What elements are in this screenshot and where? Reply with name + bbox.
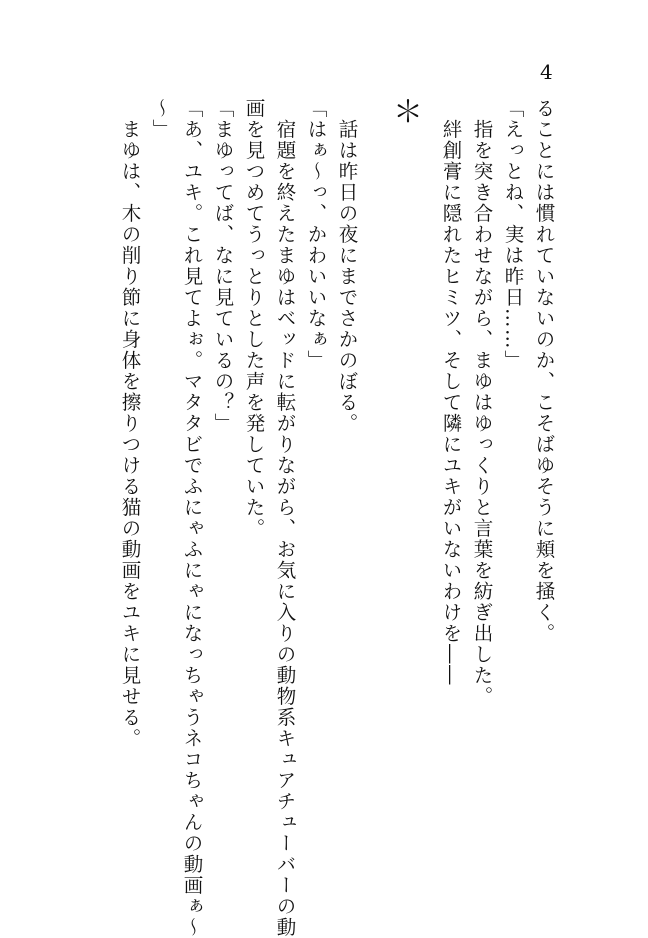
scene-break-asterisk: ＊ — [393, 95, 423, 130]
body-text-line: 画を見つめてうっとりとした声を発していた。 — [242, 98, 266, 539]
dialogue-line: 「えっとね、実は昨日……」 — [501, 98, 525, 371]
body-text-line: 宿題を終えたまゆはベッドに転がりながら、お気に入りの動物系キュアチューバーの動 — [273, 98, 297, 938]
dialogue-line: 〜」 — [149, 98, 173, 140]
body-text-line: 指を突き合わせながら、まゆはゆっくりと言葉を紡ぎ出した。 — [470, 98, 494, 707]
dialogue-line: 「はぁ〜っ、かわいいなぁ」 — [304, 98, 328, 371]
body-text-line: まゆは、木の削り節に身体を擦りつける猫の動画をユキに見せる。 — [118, 98, 142, 749]
body-text-line: 話は昨日の夜にまでさかのぼる。 — [335, 98, 359, 434]
body-text-line: ることには慣れていないのか、こそばゆそうに頬を掻く。 — [532, 98, 556, 644]
body-text-line: 絆創膏に隠れたヒミツ、そして隣にユキがいないわけを―― — [439, 98, 463, 686]
dialogue-line: 「まゆってば、なに見ているの？」 — [211, 98, 235, 434]
page-number: 4 — [540, 60, 553, 84]
dialogue-line: 「あ、ユキ。これ見てよぉ。マタタビでふにゃふにゃになっちゃうネコちゃんの動画ぁ〜 — [180, 98, 204, 938]
